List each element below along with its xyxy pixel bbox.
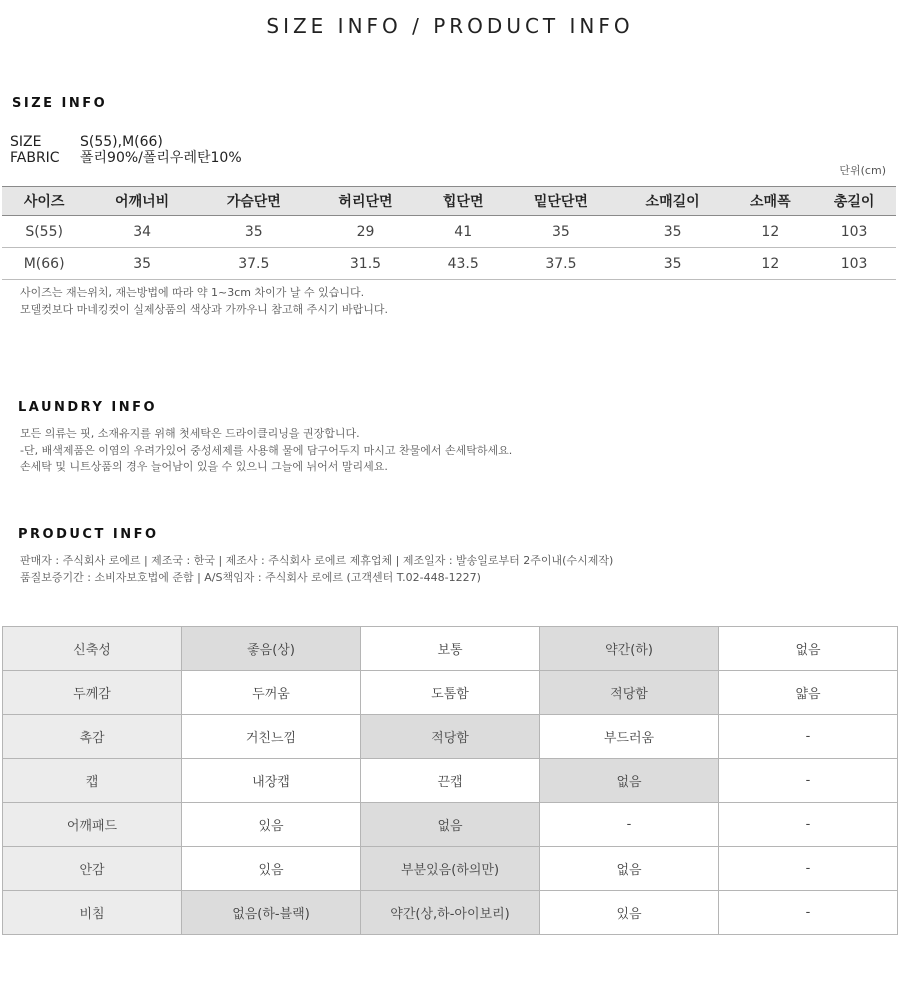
table-cell: 35 [505,216,617,248]
laundry-notes [20,426,512,476]
table-row [2,248,896,280]
size-table [2,186,896,280]
attribute-option: - [540,803,719,847]
table-cell: 35 [198,216,310,248]
note-line: 손세탁 및 니트상품의 경우 늘어남이 있을 수 있으니 그늘에 뉘어서 말리세요. [20,460,388,473]
attribute-option: - [719,847,898,891]
attribute-option: 없음(하-블랙) [182,891,361,935]
table-cell: 35 [617,216,729,248]
attribute-label: 신축성 [3,627,182,671]
attribute-option: 거친느낌 [182,715,361,759]
attribute-row [3,759,898,803]
table-cell: 34 [86,216,198,248]
header-cell: 밑단단면 [505,187,617,216]
attribute-option: - [719,891,898,935]
attribute-option: 없음 [719,627,898,671]
size-table-header-row [2,187,896,216]
attribute-label: 비침 [3,891,182,935]
table-cell: M(66) [2,248,86,280]
attribute-option: 부드러움 [540,715,719,759]
table-row [2,216,896,248]
table-cell: 37.5 [198,248,310,280]
attribute-row [3,847,898,891]
table-cell: 12 [728,248,812,280]
header-cell: 어깨너비 [86,187,198,216]
attribute-row [3,891,898,935]
page-title: SIZE INFO / PRODUCT INFO [266,14,634,38]
note-line: 사이즈는 재는위치, 재는방법에 따라 약 1~3cm 차이가 날 수 있습니다. [20,286,365,299]
header-cell: 가슴단면 [198,187,310,216]
table-cell: 35 [86,248,198,280]
attribute-row [3,803,898,847]
header-cell: 허리단면 [310,187,422,216]
table-cell: 29 [310,216,422,248]
attribute-option: 적당함 [540,671,719,715]
attribute-option: 없음 [361,803,540,847]
table-cell: 41 [421,216,505,248]
attribute-option: 약간(하) [540,627,719,671]
attribute-option: - [719,759,898,803]
attribute-option: 얇음 [719,671,898,715]
attribute-option: 있음 [182,803,361,847]
note-line: 품질보증기간 : 소비자보호법에 준함 | A/S책임자 : 주식회사 로에르 (고객센터 T.02-448-1227) [20,570,481,584]
fabric-value: 폴리90%/폴리우레탄10% [80,150,242,166]
attribute-option: 적당함 [361,715,540,759]
attribute-row [3,715,898,759]
spec-block [10,134,242,166]
product-notes [20,553,613,586]
size-info-heading: SIZE INFO [12,96,108,111]
attribute-option: 두꺼움 [182,671,361,715]
header-cell: 소매길이 [617,187,729,216]
attribute-option: 끈캡 [361,759,540,803]
attribute-option: 좋음(상) [182,627,361,671]
header-cell: 사이즈 [2,187,86,216]
attribute-label: 어깨패드 [3,803,182,847]
size-notes [20,285,388,318]
attribute-row [3,627,898,671]
note-line: 판매자 : 주식회사 로에르 | 제조국 : 한국 | 제조사 : 주식회사 로에르 제휴업체 | 제조일자 : 발송일로부터 2주이내(수시제작) [20,554,614,567]
attribute-row [3,671,898,715]
fabric-spec-row [10,150,242,166]
product-info-heading: PRODUCT INFO [18,527,159,542]
unit-label: 단위(cm) [839,164,886,177]
attribute-option: 보통 [361,627,540,671]
header-cell: 힙단면 [421,187,505,216]
fabric-label: FABRIC [10,150,60,166]
laundry-info-heading: LAUNDRY INFO [18,400,158,415]
table-cell: S(55) [2,216,86,248]
attribute-option: 있음 [540,891,719,935]
size-label: SIZE [10,134,42,150]
attribute-label: 두께감 [3,671,182,715]
attribute-option: 내장캡 [182,759,361,803]
header-cell: 총길이 [812,187,896,216]
attribute-option: 있음 [182,847,361,891]
attribute-option: 없음 [540,759,719,803]
attribute-option: 부분있음(하의만) [361,847,540,891]
note-line: 모든 의류는 핏, 소재유지를 위해 첫세탁은 드라이클리닝을 권장합니다. [20,427,360,440]
attribute-option: 없음 [540,847,719,891]
note-line: 모델컷보다 마네킹컷이 실제상품의 색상과 가까우니 참고해 주시기 바랍니다. [20,302,389,316]
table-cell: 103 [812,216,896,248]
attribute-option: 도톰함 [361,671,540,715]
table-cell: 31.5 [310,248,422,280]
attribute-option: - [719,715,898,759]
table-cell: 12 [728,216,812,248]
header-cell: 소매폭 [728,187,812,216]
table-cell: 43.5 [421,248,505,280]
table-cell: 37.5 [505,248,617,280]
attribute-option: - [719,803,898,847]
table-cell: 35 [617,248,729,280]
table-cell: 103 [812,248,896,280]
size-value: S(55),M(66) [80,134,163,150]
size-spec-row [10,134,242,150]
attribute-label: 안감 [3,847,182,891]
product-attribute-table [2,626,898,935]
note-line: -단, 배색제품은 이염의 우려가있어 중성세제를 사용해 물에 담구어두지 마시고 찬물에서 손세탁하세요. [20,443,513,457]
attribute-option: 약간(상,하-아이보리) [361,891,540,935]
attribute-label: 촉감 [3,715,182,759]
attribute-label: 캡 [3,759,182,803]
